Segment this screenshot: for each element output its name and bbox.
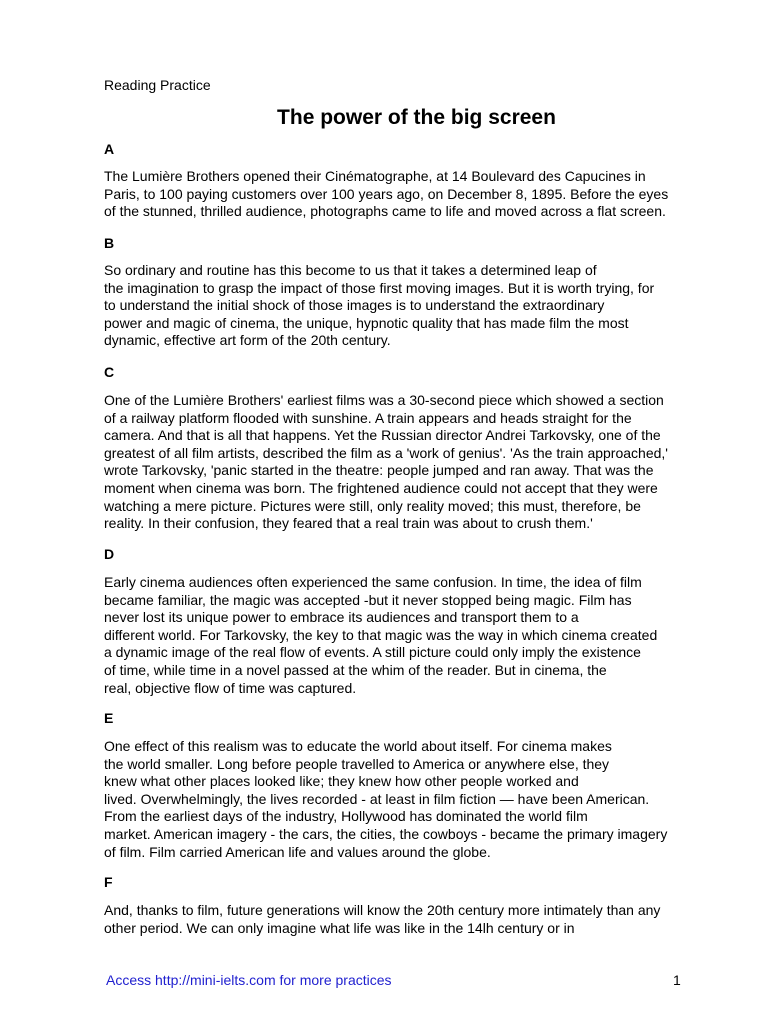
paragraph-line: moment when cinema was born. The frightened audience could not accept that they were	[104, 479, 658, 496]
paragraph-line: greatest of all film artists, described the film as a 'work of genius'. 'As the train approached,'	[104, 444, 668, 461]
paragraph-line: of time, while time in a novel passed at the whim of the reader. But in cinema, the	[104, 661, 607, 678]
section-e-paragraph	[104, 738, 744, 861]
paragraph-line: camera. And that is all that happens. Yet the Russian director Andrei Tarkovsky, one of the	[104, 427, 661, 444]
paragraph-line: Early cinema audiences often experienced the same confusion. In time, the idea of film	[104, 574, 642, 590]
section-letter-e: E	[104, 710, 114, 726]
paragraph-line: became familiar, the magic was accepted -but it never stopped being magic. Film has	[104, 591, 632, 608]
section-a-paragraph	[104, 168, 744, 221]
paragraph-line: So ordinary and routine has this become to us that it takes a determined leap of	[104, 262, 597, 278]
paragraph-line: reality. In their confusion, they feared that a real train was about to crush them.'	[104, 515, 593, 532]
section-letter-d: D	[104, 546, 115, 562]
paragraph-line: market. American imagery - the cars, the cities, the cowboys - became the primary imagery	[104, 825, 668, 842]
paragraph-line: knew what other places looked like; they knew how other people worked and	[104, 773, 579, 790]
header-label: Reading Practice	[104, 77, 211, 93]
paragraph-line: power and magic of cinema, the unique, hypnotic quality that has made film the most	[104, 314, 629, 331]
paragraph-line: real, objective flow of time was captured.	[104, 679, 357, 696]
paragraph-line: the imagination to grasp the impact of those first moving images. But it is worth trying, for	[104, 279, 655, 296]
section-c-paragraph	[104, 392, 744, 533]
paragraph-line: never lost its unique power to embrace its audiences and transport them to a	[104, 609, 579, 626]
page-number: 1	[673, 972, 681, 988]
section-b-paragraph	[104, 262, 744, 350]
paragraph-line: other period. We can only imagine what life was like in the 14lh century or in	[104, 919, 575, 936]
paragraph-line: different world. For Tarkovsky, the key to that magic was the way in which cinema created	[104, 626, 658, 643]
paragraph-line: wrote Tarkovsky, 'panic started in the theatre: people jumped and ran away. That was the	[104, 462, 654, 479]
paragraph-line: And, thanks to film, future generations will know the 20th century more intimately than any	[104, 902, 661, 918]
footer-practice-link[interactable]: Access http://mini-ielts.com for more practices	[106, 972, 392, 988]
section-letter-f: F	[104, 874, 113, 890]
page-title: The power of the big screen	[277, 106, 556, 129]
paragraph-line: The Lumière Brothers opened their Cinématographe, at 14 Boulevard des Capucines in	[104, 168, 646, 184]
section-f-paragraph	[104, 902, 744, 937]
paragraph-line: of film. Film carried American life and values around the globe.	[104, 843, 491, 860]
paragraph-line: of the stunned, thrilled audience, photographs came to life and moved across a flat screen.	[104, 203, 666, 220]
paragraph-line: From the earliest days of the industry, Hollywood has dominated the world film	[104, 808, 588, 825]
paragraph-line: One of the Lumière Brothers' earliest films was a 30-second piece which showed a section	[104, 392, 664, 408]
section-letter-b: B	[104, 235, 115, 251]
paragraph-line: the world smaller. Long before people travelled to America or anywhere else, they	[104, 755, 610, 772]
section-letter-c: C	[104, 364, 115, 380]
paragraph-line: watching a mere picture. Pictures were still, only reality moved; this must, therefore, be	[104, 497, 641, 514]
section-d-paragraph	[104, 574, 744, 697]
paragraph-line: One effect of this realism was to educate the world about itself. For cinema makes	[104, 738, 612, 754]
paragraph-line: Paris, to 100 paying customers over 100 years ago, on December 8, 1895. Before the eyes	[104, 185, 669, 202]
paragraph-line: dynamic, effective art form of the 20th century.	[104, 332, 391, 349]
paragraph-line: a dynamic image of the real flow of events. A still picture could only imply the existence	[104, 644, 641, 661]
paragraph-line: to understand the initial shock of those images is to understand the extraordinary	[104, 297, 605, 314]
paragraph-line: of a railway platform flooded with sunshine. A train appears and heads straight for the	[104, 409, 632, 426]
paragraph-line: lived. Overwhelmingly, the lives recorded - at least in film fiction — have been American.	[104, 790, 650, 807]
section-letter-a: A	[104, 141, 115, 157]
